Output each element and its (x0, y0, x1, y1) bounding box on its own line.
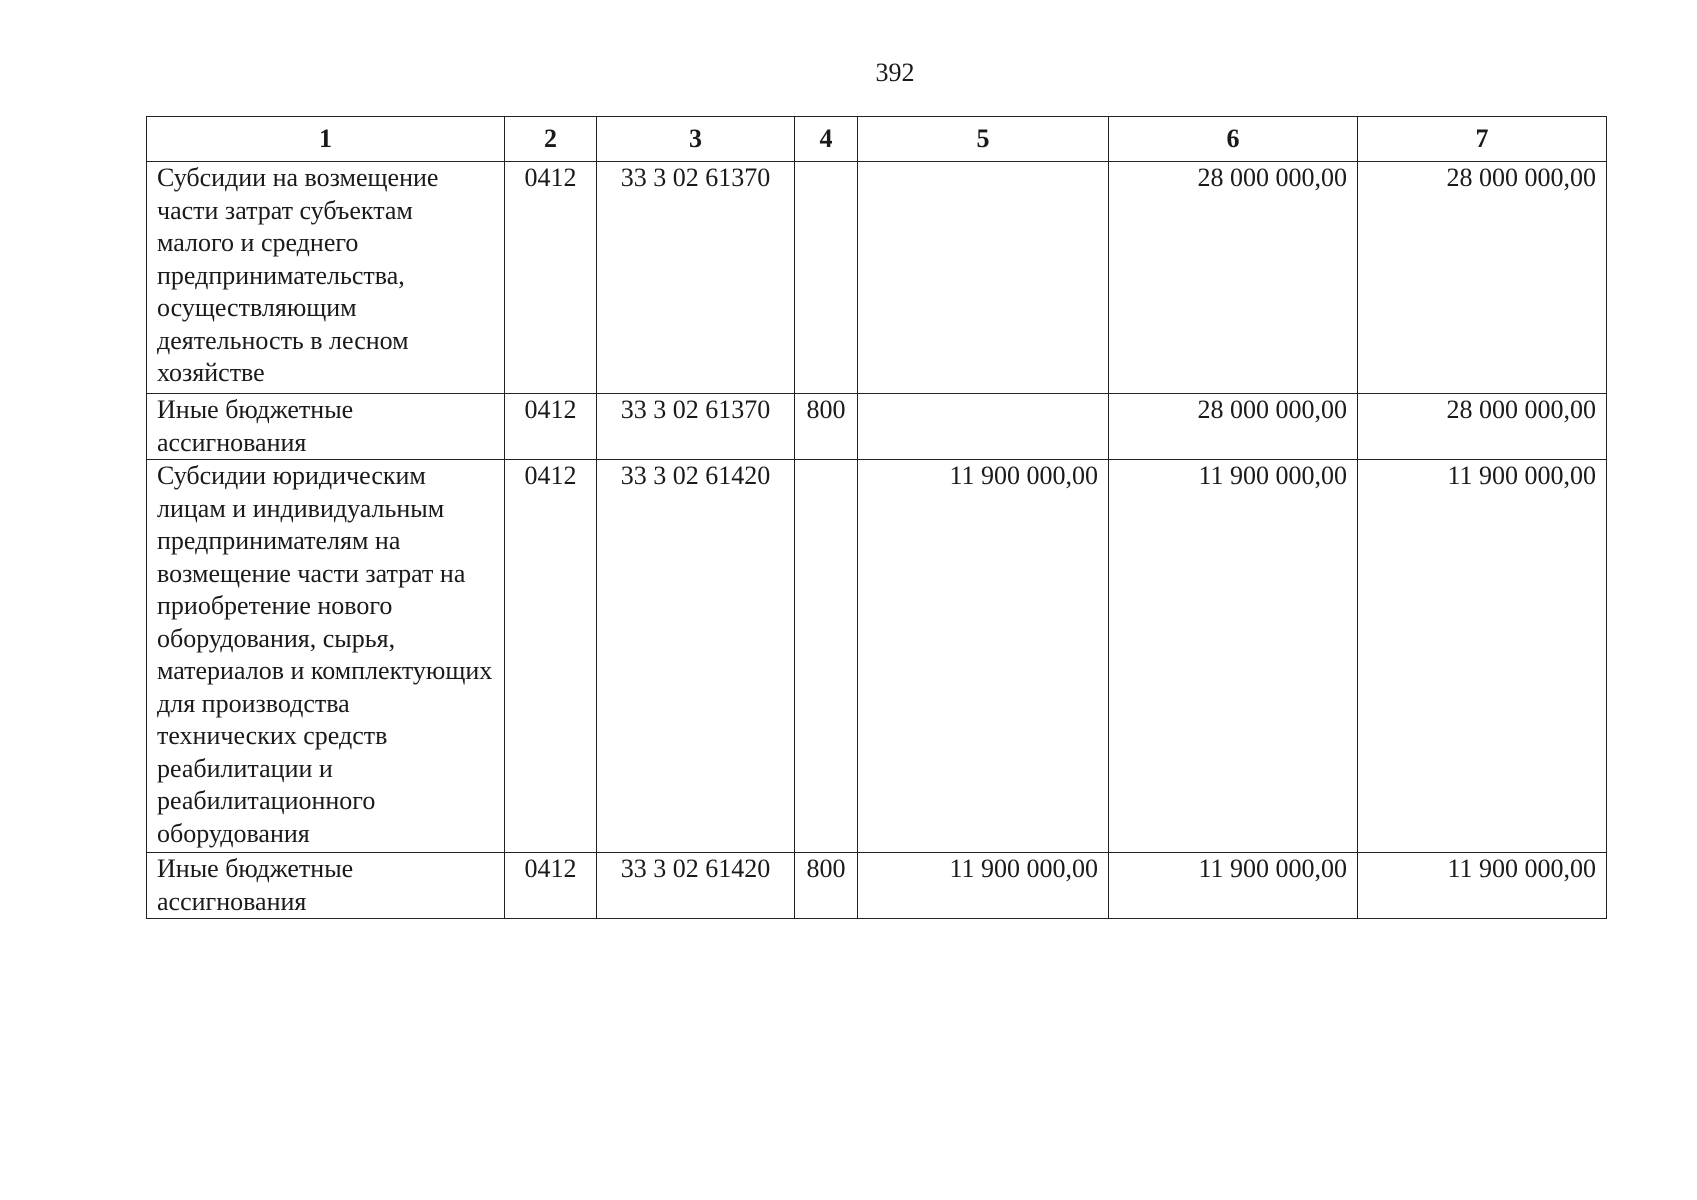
row-expense-type (795, 162, 858, 394)
row-amount-col7: 28 000 000,00 (1358, 394, 1607, 460)
row-section-code: 0412 (505, 460, 597, 853)
header-col-3: 3 (597, 117, 795, 162)
budget-table (146, 116, 1607, 919)
row-amount-col7: 11 900 000,00 (1358, 460, 1607, 853)
row-name: Субсидии юридическим лицам и индивидуальным предпринимателям на возмещение части затрат на приобретение нового оборудования, сырья, материалов и комплектующих для производства технических средств реабилитации и реабилитационного оборудования (147, 460, 505, 853)
table-row (147, 460, 1607, 853)
row-amount-col5: 11 900 000,00 (858, 853, 1109, 919)
table-row (147, 394, 1607, 460)
header-col-5: 5 (858, 117, 1109, 162)
row-name: Иные бюджетные ассигнования (147, 853, 505, 919)
row-section-code: 0412 (505, 162, 597, 394)
page-number: 392 (875, 58, 915, 87)
row-amount-col5 (858, 162, 1109, 394)
header-col-4: 4 (795, 117, 858, 162)
header-col-2: 2 (505, 117, 597, 162)
row-name: Иные бюджетные ассигнования (147, 394, 505, 460)
row-section-code: 0412 (505, 394, 597, 460)
row-amount-col6: 11 900 000,00 (1109, 853, 1358, 919)
row-amount-col7: 28 000 000,00 (1358, 162, 1607, 394)
row-section-code: 0412 (505, 853, 597, 919)
header-col-6: 6 (1109, 117, 1358, 162)
header-row (147, 117, 1607, 162)
row-name: Субсидии на возмещение части затрат субъектам малого и среднего предпринимательства, осуществляющим деятельность в лесном хозяйстве (147, 162, 505, 394)
row-expense-type: 800 (795, 394, 858, 460)
row-amount-col6: 11 900 000,00 (1109, 460, 1358, 853)
row-expense-type (795, 460, 858, 853)
row-target-code: 33 3 02 61420 (597, 853, 795, 919)
row-amount-col5: 11 900 000,00 (858, 460, 1109, 853)
row-target-code: 33 3 02 61370 (597, 162, 795, 394)
row-expense-type: 800 (795, 853, 858, 919)
row-amount-col6: 28 000 000,00 (1109, 394, 1358, 460)
header-col-1: 1 (147, 117, 505, 162)
row-amount-col5 (858, 394, 1109, 460)
row-target-code: 33 3 02 61420 (597, 460, 795, 853)
header-col-7: 7 (1358, 117, 1607, 162)
row-amount-col6: 28 000 000,00 (1109, 162, 1358, 394)
row-amount-col7: 11 900 000,00 (1358, 853, 1607, 919)
row-target-code: 33 3 02 61370 (597, 394, 795, 460)
table-row (147, 853, 1607, 919)
table-row (147, 162, 1607, 394)
